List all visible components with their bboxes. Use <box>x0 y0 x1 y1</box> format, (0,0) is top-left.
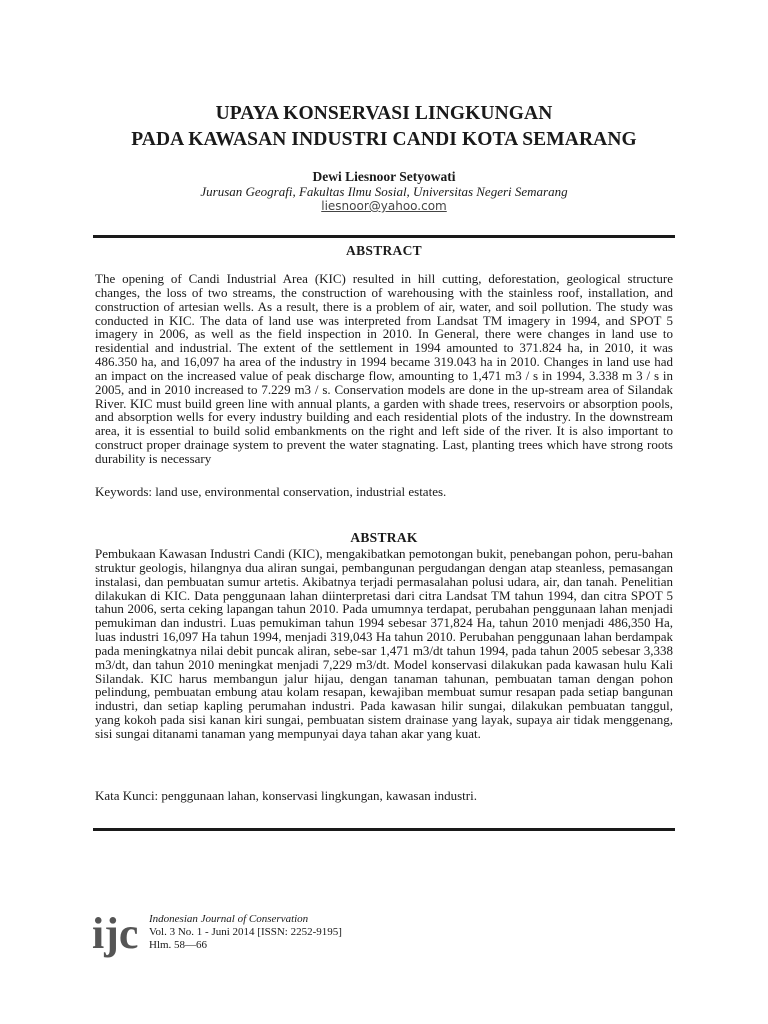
abstrak-text: Pembukaan Kawasan Industri Candi (KIC), mengakibatkan pemotongan bukit, penebangan pohon, peru-bahan struktur geologis, hilangnya dua aliran sungai, pembangunan pergudangan dengan atap steanless, pemasangan instalasi, dan pembuatan sumur artetis. Akibatnya terjadi permasalahan polusi udara, air, dan tanah. Penelitian dilakukan di KIC. Data penggunaan lahan diinterpretasi dari citra Landsat TM tahun 1994, dan citra SPOT 5 tahun 2006, serta ceking lapangan tahun 2010. Pada umumnya terdapat, perubahan penggunaan lahan menjadi pemukiman dan industri. Luas pemukiman tahun 1994 sebesar 371,824 Ha, tahun 2010 menjadi 486,350 Ha, luas industri 16,097 Ha tahun 1994, menjadi 319,043 Ha tahun 2010. Perubahan penggunaan lahan berdampak pada meningkatnya nilai debit puncak aliran, sebe-sar 1,471 m3/dt tahun 1994, pada tahun 2005 sebesar 3,338 m3/dt, dan tahun 2010 meningkat menjadi 7,229 m3/dt. Model konservasi dilakukan pada kawasan hulu Kali Silandak. KIC harus membangun jalur hijau, dengan tanaman tahunan, pembuatan taman dengan pohon pelindung, pembuatan embung atau kolam resapan, kewajiban membuat sumur resapan pada setiap bangunan industri, dan setiap kapling perumahan industri. Pada kawasan hilir sungai, dilakukan pembuatan tanggul, yang kokoh pada sisi kanan kiri sungai, pembuatan sistem drainase yang layak, supaya air tidak menggenang, sisi sungai ditanami tanaman yang mempunyai daya tahan akar yang kuat. <box>95 546 673 741</box>
abstract-text: The opening of Candi Industrial Area (KIC) resulted in hill cutting, deforestation, geological structure changes, the loss of two streams, the construction of warehousing with the stainless roof, installation, and construction of artesian wells. As a result, there is a problem of air, water, and soil pollution. The study was conducted in KIC. The data of land use was interpreted from Landsat TM imagery in 1994, and SPOT 5 imagery in 2006, as well as the field inspection in 2010. In General, there were changes in land use to residential and industrial. The extent of the settlement in 1994 amounted to 371.824 ha, in 2010, it was 486.350 ha, and 16,097 ha area of the industry in 1994 became 319.043 ha in 2010. Changes in land use had an impact on the increased value of peak discharge flow, amounting to 1,471 m3 / s in 1994, 3.338 m 3 / s in 2005, and in 2010 increased to 7.229 m3 / s. Conservation models are done in the up-stream area of Silandak River. KIC must build green line with annual plants, a garden with shade trees, reservoirs or absorption pools, and absorption wells for every industry building and each residential plots of the industry. In the downstream area, it is essential to build solid embankments on the right and left side of the river. It is also important to construct proper drainage system to prevent the water stagnating. Last, planting trees which have strong roots durability is necessary <box>95 271 673 466</box>
journal-logo-text: ijc <box>92 909 139 958</box>
paper-title <box>0 101 768 153</box>
bottom-divider <box>93 828 675 831</box>
journal-logo <box>92 906 144 962</box>
journal-name: Indonesian Journal of Conservation <box>149 913 309 925</box>
top-divider <box>93 235 675 238</box>
author-affiliation: Jurusan Geografi, Fakultas Ilmu Sosial, Universitas Negeri Semarang <box>200 184 568 199</box>
title-line-2: PADA KAWASAN INDUSTRI CANDI KOTA SEMARANG <box>131 129 637 150</box>
author-email <box>0 198 768 214</box>
title-line-1: UPAYA KONSERVASI LINGKUNGAN <box>215 103 553 124</box>
abstract-heading: ABSTRACT <box>346 243 422 258</box>
kata-kunci: Kata Kunci: penggunaan lahan, konservasi lingkungan, kawasan industri. <box>95 788 477 803</box>
abstrak-heading: ABSTRAK <box>350 530 418 545</box>
keywords: Keywords: land use, environmental conservation, industrial estates. <box>95 484 447 499</box>
author-email-link[interactable]: liesnoor@yahoo.com <box>321 199 447 213</box>
author-name: Dewi Liesnoor Setyowati <box>312 169 456 184</box>
journal-volume: Vol. 3 No. 1 - Juni 2014 [ISSN: 2252-9195] <box>149 926 342 938</box>
journal-pages: Hlm. 58—66 <box>149 939 208 951</box>
journal-info <box>149 913 342 952</box>
